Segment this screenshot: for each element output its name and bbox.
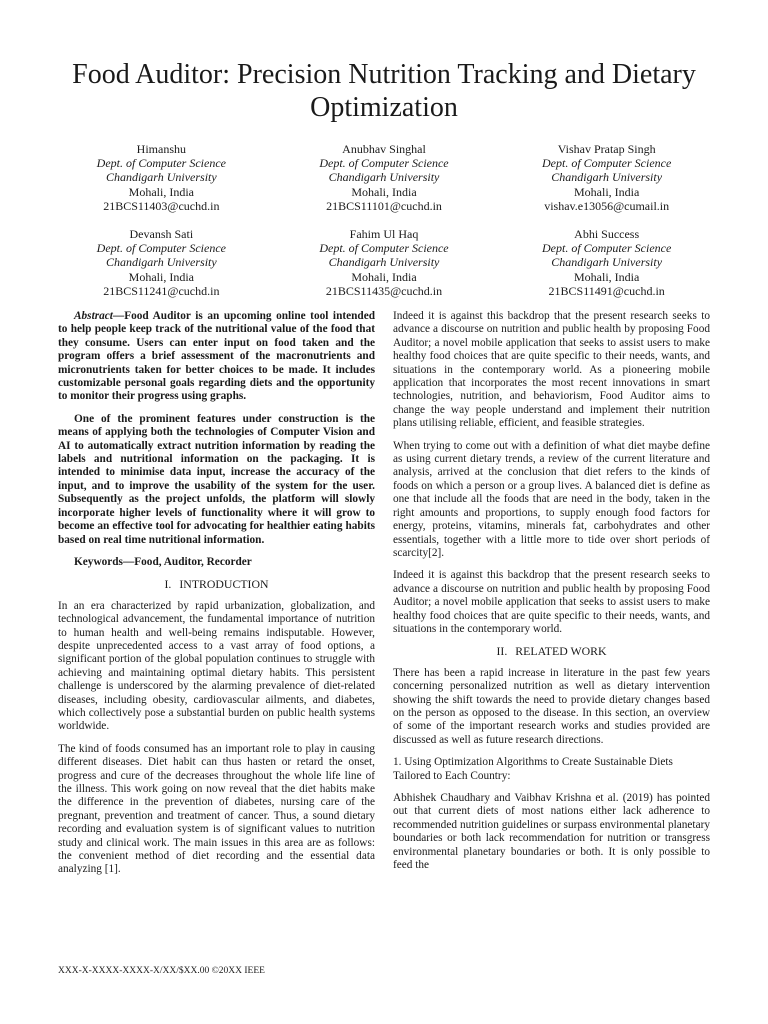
author-university: Chandigarh University bbox=[105, 170, 217, 185]
author-location: Mohali, India bbox=[128, 184, 194, 199]
author-name: Vishav Pratap Singh bbox=[557, 142, 656, 156]
right-column bbox=[393, 310, 710, 881]
author-university: Chandigarh University bbox=[328, 255, 440, 270]
abstract bbox=[58, 310, 375, 404]
right-paragraph-3: Indeed it is against this backdrop that the present research seeks to advance a discourse on nutrition and public health by proposing Food Auditor; a novel mobile application that seeks to assist users to make healthy food choices that are quite specific to their needs, wants, and situations in the contemporary world. bbox=[393, 569, 710, 635]
keywords-text: —Food, Auditor, Recorder bbox=[122, 555, 252, 568]
author-name: Anubhav Singhal bbox=[342, 142, 426, 156]
author-block bbox=[495, 142, 718, 213]
author-block bbox=[50, 142, 273, 213]
section-heading-related-work bbox=[393, 645, 710, 658]
author-dept: Dept. of Computer Science bbox=[319, 156, 449, 171]
author-name: Abhi Success bbox=[574, 227, 640, 242]
section-title: RELATED WORK bbox=[515, 644, 607, 659]
paper-title: Food Auditor: Precision Nutrition Tracking and Dietary Optimization bbox=[72, 59, 696, 123]
author-email: 21BCS11491@cuchd.in bbox=[548, 283, 665, 298]
author-university: Chandigarh University bbox=[551, 170, 663, 185]
right-paragraph-2: When trying to come out with a definition of what diet maybe define as using current dietary trends, a review of the current literature and analysis, arrived at the conclusion that diet refers to the kinds of foods on which a person or a group lives. A balanced diet is define as one that include all the foods that are need in the body, taken in the right amounts and proportions, to supply enough food factors for energy, proteins, vitamins, minerals fat, carbohydrates and other essentials, together with a little more to tide over short periods of scarcity[2]. bbox=[393, 439, 710, 559]
author-location: Mohali, India bbox=[351, 269, 417, 284]
author-block bbox=[495, 227, 718, 298]
author-email: vishav.e13056@cumail.in bbox=[544, 198, 670, 213]
abstract-label: Abstract bbox=[74, 310, 113, 322]
section-title: INTRODUCTION bbox=[179, 577, 269, 592]
intro-paragraph-1: In an era characterized by rapid urbanization, globalization, and technological advancement, the fundamental importance of nutrition to human health and well-being remains indisputable. However, despite unprecedented access to a vast array of food options, a significant portion of the global population continues to struggle with achieving and maintaining optimal dietary habits. This persistent challenge is underscored by the alarming prevalence of diet-related diseases, including obesity, cardiovascular ailments, and diabetes, which collectively pose a substantial burden on public health systems worldwide. bbox=[58, 599, 375, 733]
section-number: II. bbox=[496, 644, 508, 659]
abstract-text: —Food Auditor is an upcoming online tool intended to help people keep track of the nutritional value of the food that they consume. Users can enter input on food taken and the program offers a brief assessment of the macronutrients and micronutrients taken for better choices to be made. It includes customizable personal goals regarding diets and the opportunity to monitor their progress using graphs. bbox=[58, 310, 375, 403]
author-block bbox=[50, 227, 273, 298]
related-paragraph-1: There has been a rapid increase in literature in the past few years concerning personalized nutrition as well as dietary intervention showing the shift towards the need to provide dietary changes based on the person as opposed to the disease. In this section, an overview of some of the important research works and studies provided are discussed as well as future research directions. bbox=[393, 666, 710, 746]
author-email: 21BCS11101@cuchd.in bbox=[326, 198, 442, 213]
keywords bbox=[58, 556, 375, 569]
section-heading-introduction bbox=[58, 578, 375, 591]
author-name: Himanshu bbox=[136, 142, 186, 156]
section-number: I. bbox=[164, 577, 172, 592]
author-location: Mohali, India bbox=[574, 184, 640, 199]
copyright-footer: XXX-X-XXXX-XXXX-X/XX/$XX.00 ©20XX IEEE bbox=[58, 966, 265, 976]
right-paragraph-1: Indeed it is against this backdrop that the present research seeks to advance a discourse on nutrition and public health by proposing Food Auditor; a novel mobile application that seeks to assist users to make healthy food choices that are quite specific to their needs, wants, and situations in the contemporary world. As a pioneering mobile application that incorporates the most recent innovations in smart technologies, nutrition, and behaviorism, Food Auditor aims to change the way people understand and implement their nutrition plans utilising reliable, efficient, and feasible strategies. bbox=[393, 310, 710, 430]
author-location: Mohali, India bbox=[128, 269, 194, 284]
author-location: Mohali, India bbox=[351, 184, 417, 199]
author-university: Chandigarh University bbox=[328, 170, 440, 185]
author-email: 21BCS11435@cuchd.in bbox=[325, 283, 443, 298]
author-dept: Dept. of Computer Science bbox=[542, 156, 672, 171]
author-dept: Dept. of Computer Science bbox=[96, 156, 226, 171]
intro-paragraph-2: The kind of foods consumed has an important role to play in causing different diseases. Diet habit can thus hasten or retard the onset, progress and cure of the decreases throughout the whole life line of the illness. This work going on now reveal that the diet habits make the difference in the prevention of diabetes, nursing care of the pregnant, prevention and treatment of cancer. Thus, a sound dietary recording and evaluation system is of significant values to nutrition study and clinical work. The main issues in this area are as follows: the convenient method of diet recording and the essential data analyzing [1]. bbox=[58, 742, 375, 876]
author-email: 21BCS11241@cuchd.in bbox=[103, 283, 220, 298]
author-block bbox=[273, 142, 496, 213]
abstract-paragraph-2: One of the prominent features under construction is the means of applying both the technologies of Computer Vision and AI to automatically extract nutrition information by reading the labels and nutritional information on the packaging. It is intended to minimise data input, increase the accuracy of the input, and to improve the usability of the system for the user. Subsequently as the project unfolds, the platform will slowly incorporate higher levels of functionality where it will grow to become an effective tool for advocating for healthier eating habits based on real time nutritional information. bbox=[58, 412, 375, 546]
author-email: 21BCS11403@cuchd.in bbox=[103, 198, 220, 213]
keywords-label: Keywords bbox=[74, 555, 123, 568]
author-university: Chandigarh University bbox=[105, 255, 217, 270]
author-name: Fahim Ul Haq bbox=[349, 227, 419, 242]
author-university: Chandigarh University bbox=[551, 255, 663, 270]
author-dept: Dept. of Computer Science bbox=[96, 241, 226, 256]
author-block bbox=[273, 227, 496, 298]
author-dept: Dept. of Computer Science bbox=[319, 241, 449, 256]
author-list bbox=[50, 142, 718, 298]
author-dept: Dept. of Computer Science bbox=[542, 241, 672, 256]
author-location: Mohali, India bbox=[574, 269, 640, 284]
left-column bbox=[58, 310, 375, 886]
related-subheading: 1. Using Optimization Algorithms to Create Sustainable Diets Tailored to Each Country: bbox=[393, 756, 673, 782]
author-name: Devansh Sati bbox=[129, 227, 194, 242]
related-paragraph-2: Abhishek Chaudhary and Vaibhav Krishna et al. (2019) has pointed out that current diets of most nations either lack adherence to recommended nutrition guidelines or surpass environmental planetary boundaries or both lack recommendation for nutrition or transgress environmental planetary boundaries or both. It is only possible to feed the bbox=[393, 792, 710, 872]
